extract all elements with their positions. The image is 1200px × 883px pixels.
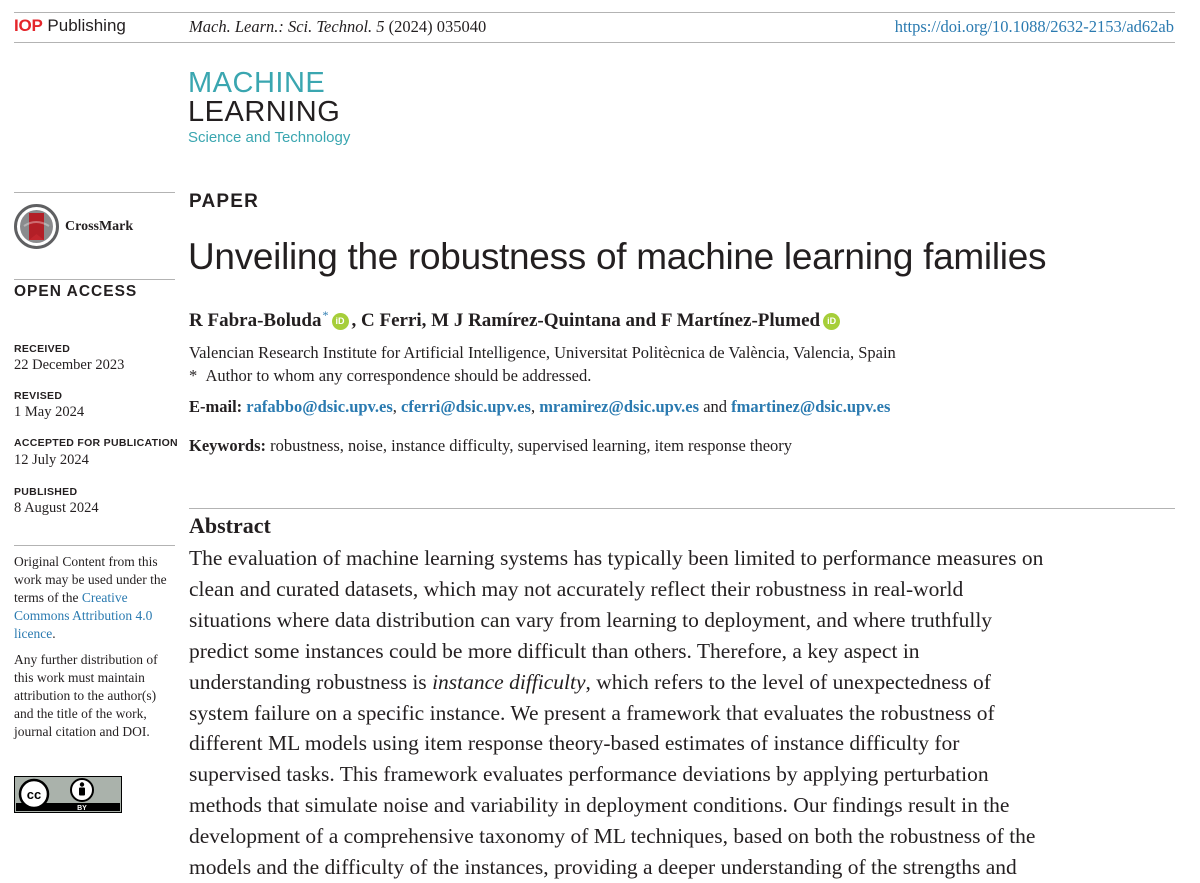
email-link[interactable]: cferri@dsic.upv.es: [401, 397, 531, 416]
abstract-rule: [189, 508, 1175, 509]
cc-by-badge[interactable]: [14, 776, 122, 813]
correspondence-text: Author to whom any correspondence should be addressed.: [205, 366, 592, 385]
journal-logo[interactable]: [188, 69, 350, 145]
abstract-line: clean and curated datasets, which may not accurately reflect their robustness in real-world: [189, 576, 964, 601]
orcid-icon[interactable]: iD: [823, 313, 840, 330]
abstract-line: models and the difficulty of the instances, providing a deeper understanding of the strengths and: [189, 855, 1017, 880]
email-label: E-mail:: [189, 397, 243, 416]
cc-licence-link[interactable]: Creative Commons Attribution 4.0 licence: [14, 590, 153, 641]
other-authors[interactable]: C Ferri, M J Ramírez-Quintana and F Martínez-Plumed: [361, 310, 821, 331]
revised-label: REVISED: [14, 390, 63, 402]
abstract-line: predict some instances could be more difficult than others. Therefore, a key aspect in: [189, 638, 920, 663]
journal-abbrev: Mach. Learn.: Sci. Technol.: [189, 17, 373, 36]
italic-term: instance difficulty: [432, 669, 586, 694]
received-date: 22 December 2023: [14, 357, 125, 373]
publisher-name: Publishing: [47, 16, 126, 35]
open-access-rule: [14, 279, 175, 280]
correspondence-mark: *: [189, 366, 198, 385]
abstract-line-start: understanding robustness is: [189, 669, 433, 694]
license-end: .: [52, 626, 56, 641]
crossmark-badge[interactable]: [14, 204, 133, 249]
publisher-logo[interactable]: [14, 16, 126, 36]
license-paragraph: [14, 553, 172, 643]
abstract-line-rest: , which refers to the level of unexpectedness of: [585, 669, 991, 694]
logo-subtitle: Science and Technology: [188, 129, 351, 146]
header-bottom-rule: [14, 42, 1175, 43]
orcid-icon[interactable]: iD: [332, 313, 349, 330]
logo-line-machine: MACHINE: [188, 67, 326, 99]
license-text: [14, 553, 172, 749]
author-list: [189, 307, 843, 332]
revised-date: 1 May 2024: [14, 404, 85, 420]
correspondence-note: [189, 366, 591, 386]
published-label: PUBLISHED: [14, 486, 78, 498]
year-article: (2024) 035040: [388, 17, 487, 36]
abstract-heading: Abstract: [189, 513, 271, 538]
abstract-line: system failure on a specific instance. We present a framework that evaluates the robustness of: [189, 700, 995, 725]
distribution-note: Any further distribution of this work must maintain attribution to the author(s) and the title of the work, journal citation and DOI.: [14, 652, 158, 739]
abstract-line: [189, 667, 1179, 698]
article-title: Unveiling the robustness of machine learning families: [188, 236, 1047, 277]
published-date: 8 August 2024: [14, 500, 99, 516]
email-link[interactable]: fmartinez@dsic.upv.es: [731, 397, 891, 416]
article-type-label: PAPER: [189, 191, 260, 212]
email-and: and: [703, 397, 728, 416]
received-label: RECEIVED: [14, 343, 71, 355]
crossmark-icon: [14, 204, 59, 249]
email-link[interactable]: mramirez@dsic.upv.es: [539, 397, 700, 416]
abstract-line: supervised tasks. This framework evaluates performance deviations by applying perturbation: [189, 762, 989, 787]
publisher-brand: IOP: [14, 16, 43, 35]
email-link[interactable]: rafabbo@dsic.upv.es: [246, 397, 393, 416]
license-intro: Original Content from this work may be used under the terms of the: [14, 554, 167, 605]
sidebar-top-rule: [14, 192, 175, 193]
abstract-body: [189, 543, 1179, 883]
abstract-line: different ML models using item response theory-based estimates of instance difficulty for: [189, 731, 960, 756]
crossmark-label: CrossMark: [65, 218, 134, 234]
journal-citation: [189, 17, 486, 37]
header-top-rule: [14, 12, 1175, 13]
license-rule: [14, 545, 175, 546]
svg-text:cc: cc: [26, 787, 42, 802]
keywords-label: Keywords:: [189, 436, 266, 455]
doi-link[interactable]: https://doi.org/10.1088/2632-2153/ad62ab: [894, 17, 1174, 36]
accepted-label: ACCEPTED FOR PUBLICATION: [14, 437, 178, 449]
accepted-date: 12 July 2024: [14, 452, 89, 468]
email-line: E-mail: rafabbo@dsic.upv.es, cferri@dsic.upv.es, mramirez@dsic.upv.es and fmartinez@dsic.upv.es: [189, 397, 891, 416]
affiliation: Valencian Research Institute for Artificial Intelligence, Universitat Politècnica de València, Valencia, Spain: [189, 343, 896, 362]
abstract-line: situations where data distribution can vary from learning to deployment, and where truthfully: [189, 607, 993, 632]
abstract-line: The evaluation of machine learning systems has typically been limited to performance measures on: [189, 546, 1044, 570]
open-access-label: OPEN ACCESS: [14, 283, 138, 300]
author-separator: ,: [351, 310, 357, 331]
keywords-line: [189, 436, 792, 456]
logo-line-learning: LEARNING: [188, 96, 341, 128]
cc-badge-label: BY: [77, 805, 87, 812]
journal-volume: 5: [376, 17, 385, 36]
abstract-line: development of a comprehensive taxonomy of ML techniques, based on both the robustness of the: [189, 824, 1036, 849]
abstract-line: methods that simulate noise and variability in deployment conditions. Our findings result in the: [189, 793, 1010, 818]
author-1[interactable]: R Fabra-Boluda: [189, 310, 322, 331]
corresponding-author-mark[interactable]: *: [322, 307, 329, 322]
keywords-text: robustness, noise, instance difficulty, supervised learning, item response theory: [270, 436, 793, 455]
